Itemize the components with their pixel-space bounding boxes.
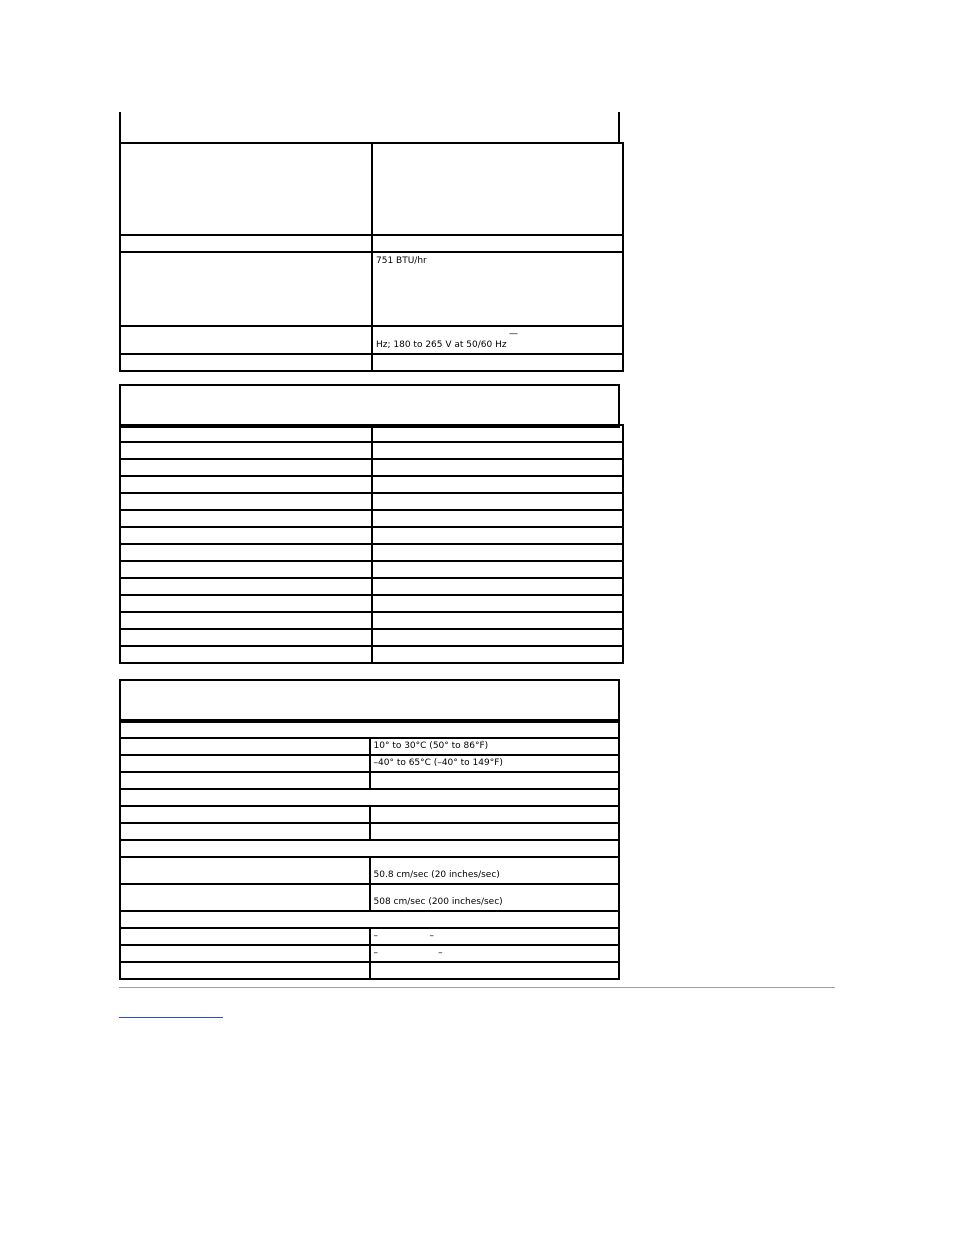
env-row-value [370,806,620,823]
voltage-value [372,326,623,354]
env-section-temperature [120,720,619,738]
altitude-storage-label [120,945,370,962]
power-row-label [120,235,372,252]
spec-row-value [372,493,623,510]
spec-row-label [120,578,372,595]
voltage-mark: — [509,329,518,339]
spec-row-value [372,612,623,629]
spec-row-label [120,544,372,561]
spec-row-value [372,527,623,544]
spec-row-value [372,544,623,561]
spec-row-label [120,459,372,476]
spec-row-value [372,595,623,612]
shock-storage-value: 508 cm/sec (200 inches/sec) [370,884,620,911]
env-row-value [370,823,620,840]
spec-row-label [120,561,372,578]
spec-row-label [120,527,372,544]
shock-operating-label [120,857,370,884]
environmental-table-header [119,679,620,723]
power-row-label [120,143,372,235]
power-table-header [119,112,620,142]
spec-table-2-header [119,384,620,428]
env-row-value [370,772,620,789]
env-section [120,789,619,806]
spec-row-label [120,476,372,493]
power-row-value [372,235,623,252]
temp-operating-value: 10° to 30°C (50° to 86°F) [370,738,620,755]
power-table-body [119,142,624,372]
spec-row-value [372,629,623,646]
altitude-operating-label [120,928,370,945]
spec-row-value [372,442,623,459]
altitude-storage-value: – – [370,945,620,962]
spec-row-label [120,425,372,442]
environmental-table-body [119,719,620,980]
spec-row-value [372,510,623,527]
spec-row-label [120,629,372,646]
temp-storage-label [120,755,370,772]
spec-row-value [372,425,623,442]
altitude-operating-value: – – [370,928,620,945]
spec-table-2-body [119,424,624,664]
shock-operating-value: 50.8 cm/sec (20 inches/sec) [370,857,620,884]
env-row-label [120,772,370,789]
spec-row-value [372,578,623,595]
env-row-value [370,962,620,979]
spec-row-label [120,595,372,612]
spec-row-value [372,459,623,476]
spec-row-label [120,493,372,510]
env-section-altitude [120,911,619,928]
spec-row-label [120,510,372,527]
voltage-label [120,326,372,354]
back-to-top-link[interactable] [119,1008,223,1018]
spec-row-label [120,612,372,629]
voltage-line2: Hz; 180 to 265 V at 50/60 Hz [376,340,507,350]
env-row-label [120,962,370,979]
spec-row-value [372,561,623,578]
temp-storage-value: –40° to 65°C (–40° to 149°F) [370,755,620,772]
env-section-shock [120,840,619,857]
spec-row-label [120,646,372,663]
power-row-label [120,354,372,371]
spec-row-value [372,646,623,663]
power-row-value [372,354,623,371]
power-row-value [372,143,623,235]
footer-divider [119,987,835,988]
spec-row-value [372,476,623,493]
env-row-label [120,823,370,840]
shock-storage-label [120,884,370,911]
heat-dissipation-label [120,252,372,326]
spec-row-label [120,442,372,459]
env-row-label [120,806,370,823]
temp-operating-label [120,738,370,755]
heat-dissipation-value: 751 BTU/hr [372,252,623,326]
